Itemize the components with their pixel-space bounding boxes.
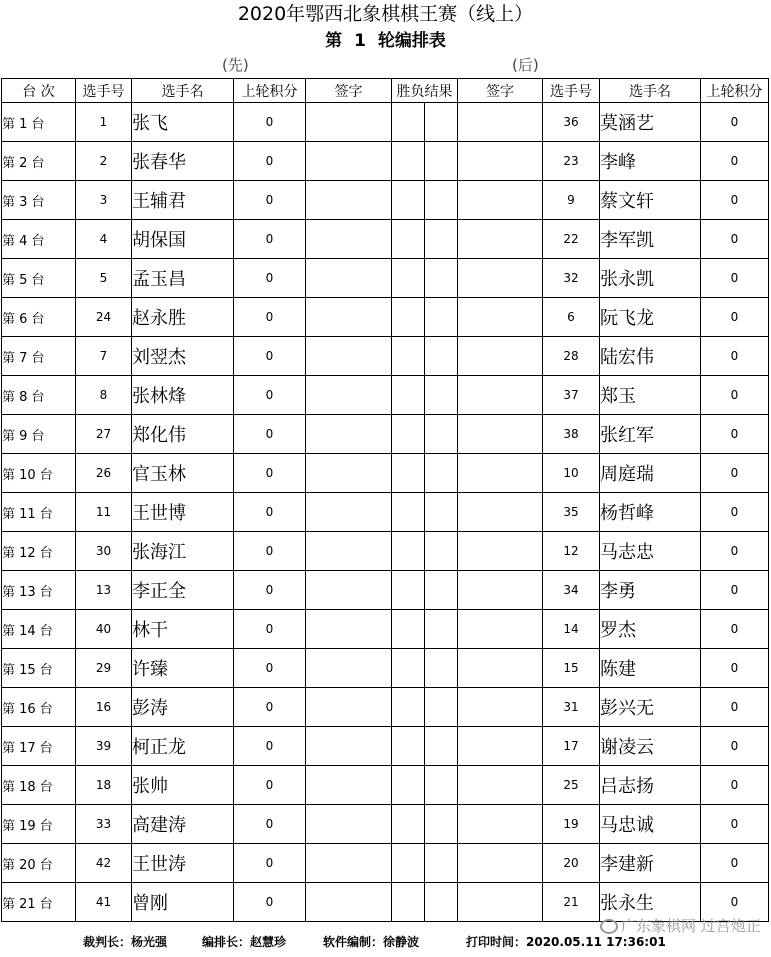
header-player-no-second: 选手号 — [543, 79, 600, 103]
second-player-name: 阮飞龙 — [600, 298, 701, 337]
second-player-no: 17 — [543, 727, 600, 766]
second-player-name: 周庭瑞 — [600, 454, 701, 493]
first-player-no: 26 — [76, 454, 132, 493]
first-signature-cell — [306, 376, 392, 415]
first-prev-score: 0 — [234, 337, 306, 376]
first-player-name: 张春华 — [132, 142, 234, 181]
table-row — [2, 415, 769, 454]
table-row — [2, 259, 769, 298]
second-signature-cell — [458, 142, 543, 181]
second-prev-score: 0 — [701, 532, 769, 571]
table-row — [2, 103, 769, 142]
first-player-no: 4 — [76, 220, 132, 259]
first-prev-score: 0 — [234, 181, 306, 220]
header-signature-second: 签字 — [458, 79, 543, 103]
first-player-name: 李正全 — [132, 571, 234, 610]
footer-referee: 裁判长：杨光强 — [83, 935, 168, 949]
first-signature-cell — [306, 844, 392, 883]
header-player-no-first: 选手号 — [76, 79, 132, 103]
first-player-no: 24 — [76, 298, 132, 337]
round-subtitle — [0, 30, 771, 52]
second-signature-cell — [458, 181, 543, 220]
second-signature-cell — [458, 220, 543, 259]
first-player-name: 王辅君 — [132, 181, 234, 220]
second-prev-score: 0 — [701, 766, 769, 805]
second-player-no: 12 — [543, 532, 600, 571]
first-player-no: 3 — [76, 181, 132, 220]
second-prev-score: 0 — [701, 688, 769, 727]
table-row — [2, 766, 769, 805]
first-player-name: 郑化伟 — [132, 415, 234, 454]
result-cell-first — [392, 532, 425, 571]
result-cell-second — [425, 103, 458, 142]
second-player-no: 20 — [543, 844, 600, 883]
table-row — [2, 181, 769, 220]
table-row — [2, 376, 769, 415]
second-player-name: 马志忠 — [600, 532, 701, 571]
first-prev-score: 0 — [234, 259, 306, 298]
result-cell-second — [425, 883, 458, 922]
result-cell-first — [392, 766, 425, 805]
second-player-name: 李建新 — [600, 844, 701, 883]
result-cell-first — [392, 610, 425, 649]
second-prev-score: 0 — [701, 649, 769, 688]
second-player-no: 6 — [543, 298, 600, 337]
result-cell-second — [425, 376, 458, 415]
header-board: 台 次 — [2, 79, 76, 103]
first-player-name: 张林烽 — [132, 376, 234, 415]
second-signature-cell — [458, 376, 543, 415]
result-cell-second — [425, 181, 458, 220]
page-title: 2020年鄂西北象棋棋王赛（线上） — [237, 3, 534, 25]
first-prev-score: 0 — [234, 220, 306, 259]
first-player-no: 7 — [76, 337, 132, 376]
board-cell: 第 3 台 — [2, 181, 76, 220]
first-player-name: 张帅 — [132, 766, 234, 805]
result-cell-second — [425, 688, 458, 727]
board-cell: 第 6 台 — [2, 298, 76, 337]
result-cell-first — [392, 883, 425, 922]
second-player-name: 杨哲峰 — [600, 493, 701, 532]
second-player-name: 马忠诚 — [600, 805, 701, 844]
second-prev-score: 0 — [701, 415, 769, 454]
second-prev-score: 0 — [701, 376, 769, 415]
first-signature-cell — [306, 805, 392, 844]
header-player-name-first: 选手名 — [132, 79, 234, 103]
board-cell: 第 21 台 — [2, 883, 76, 922]
first-prev-score: 0 — [234, 103, 306, 142]
second-signature-cell — [458, 610, 543, 649]
footer-arranger: 编排长：赵慧珍 — [202, 935, 287, 949]
second-player-no: 35 — [543, 493, 600, 532]
first-prev-score: 0 — [234, 766, 306, 805]
result-cell-first — [392, 454, 425, 493]
table-row — [2, 493, 769, 532]
second-signature-cell — [458, 766, 543, 805]
first-prev-score: 0 — [234, 493, 306, 532]
table-row — [2, 727, 769, 766]
second-player-no: 22 — [543, 220, 600, 259]
result-cell-first — [392, 298, 425, 337]
subtitle-pre: 第 — [325, 31, 343, 51]
result-cell-first — [392, 571, 425, 610]
result-cell-second — [425, 727, 458, 766]
second-player-no: 10 — [543, 454, 600, 493]
first-signature-cell — [306, 454, 392, 493]
result-cell-second — [425, 649, 458, 688]
first-signature-cell — [306, 220, 392, 259]
result-cell-first — [392, 337, 425, 376]
first-player-no: 18 — [76, 766, 132, 805]
second-prev-score: 0 — [701, 610, 769, 649]
second-player-name: 彭兴无 — [600, 688, 701, 727]
board-cell: 第 5 台 — [2, 259, 76, 298]
board-cell: 第 8 台 — [2, 376, 76, 415]
table-row — [2, 805, 769, 844]
first-player-name: 许臻 — [132, 649, 234, 688]
second-player-no: 31 — [543, 688, 600, 727]
second-prev-score: 0 — [701, 727, 769, 766]
second-signature-cell — [458, 259, 543, 298]
second-player-no: 36 — [543, 103, 600, 142]
first-signature-cell — [306, 493, 392, 532]
second-signature-cell — [458, 415, 543, 454]
second-signature-cell — [458, 805, 543, 844]
board-cell: 第 2 台 — [2, 142, 76, 181]
second-prev-score: 0 — [701, 103, 769, 142]
first-player-no: 11 — [76, 493, 132, 532]
second-player-no: 21 — [543, 883, 600, 922]
result-cell-first — [392, 376, 425, 415]
pairing-table — [1, 78, 769, 922]
first-signature-cell — [306, 181, 392, 220]
first-prev-score: 0 — [234, 142, 306, 181]
second-signature-cell — [458, 298, 543, 337]
result-cell-first — [392, 649, 425, 688]
header-result: 胜负结果 — [392, 79, 458, 103]
table-row — [2, 688, 769, 727]
first-player-name: 刘翌杰 — [132, 337, 234, 376]
second-prev-score: 0 — [701, 493, 769, 532]
second-player-name: 张红军 — [600, 415, 701, 454]
second-signature-cell — [458, 727, 543, 766]
board-cell: 第 17 台 — [2, 727, 76, 766]
second-signature-cell — [458, 337, 543, 376]
board-cell: 第 16 台 — [2, 688, 76, 727]
table-row — [2, 220, 769, 259]
header-player-name-second: 选手名 — [600, 79, 701, 103]
second-player-name: 李军凯 — [600, 220, 701, 259]
second-player-no: 14 — [543, 610, 600, 649]
footer-print-time: 打印时间：2020.05.11 17:36:01 — [466, 935, 666, 949]
header-prev-score-first: 上轮积分 — [234, 79, 306, 103]
first-player-no: 8 — [76, 376, 132, 415]
second-prev-score: 0 — [701, 220, 769, 259]
second-player-no: 37 — [543, 376, 600, 415]
first-signature-cell — [306, 610, 392, 649]
board-cell: 第 9 台 — [2, 415, 76, 454]
first-signature-cell — [306, 883, 392, 922]
result-cell-second — [425, 844, 458, 883]
second-mover-label: (后) — [512, 56, 539, 74]
first-player-name: 高建涛 — [132, 805, 234, 844]
first-prev-score: 0 — [234, 883, 306, 922]
second-player-no: 15 — [543, 649, 600, 688]
first-prev-score: 0 — [234, 532, 306, 571]
result-cell-first — [392, 493, 425, 532]
second-prev-score: 0 — [701, 844, 769, 883]
result-cell-first — [392, 844, 425, 883]
first-player-name: 曾刚 — [132, 883, 234, 922]
first-mover-label: (先) — [222, 56, 249, 74]
result-cell-second — [425, 220, 458, 259]
second-player-name: 罗杰 — [600, 610, 701, 649]
first-signature-cell — [306, 766, 392, 805]
result-cell-first — [392, 142, 425, 181]
table-row — [2, 337, 769, 376]
first-prev-score: 0 — [234, 454, 306, 493]
first-prev-score: 0 — [234, 610, 306, 649]
board-cell: 第 10 台 — [2, 454, 76, 493]
second-player-no: 9 — [543, 181, 600, 220]
board-cell: 第 14 台 — [2, 610, 76, 649]
header-prev-score-second: 上轮积分 — [701, 79, 769, 103]
result-cell-second — [425, 532, 458, 571]
second-prev-score: 0 — [701, 805, 769, 844]
second-player-name: 蔡文轩 — [600, 181, 701, 220]
first-signature-cell — [306, 298, 392, 337]
result-cell-second — [425, 454, 458, 493]
table-row — [2, 532, 769, 571]
second-signature-cell — [458, 103, 543, 142]
result-cell-first — [392, 220, 425, 259]
second-signature-cell — [458, 649, 543, 688]
table-row — [2, 649, 769, 688]
result-cell-first — [392, 805, 425, 844]
first-signature-cell — [306, 727, 392, 766]
board-cell: 第 12 台 — [2, 532, 76, 571]
second-prev-score: 0 — [701, 883, 769, 922]
first-signature-cell — [306, 103, 392, 142]
first-player-name: 王世博 — [132, 493, 234, 532]
first-player-no: 30 — [76, 532, 132, 571]
first-player-name: 孟玉昌 — [132, 259, 234, 298]
board-cell: 第 20 台 — [2, 844, 76, 883]
result-cell-second — [425, 610, 458, 649]
first-player-no: 29 — [76, 649, 132, 688]
second-player-name: 陈建 — [600, 649, 701, 688]
second-player-name: 李勇 — [600, 571, 701, 610]
second-prev-score: 0 — [701, 298, 769, 337]
result-cell-second — [425, 259, 458, 298]
board-cell: 第 19 台 — [2, 805, 76, 844]
first-player-no: 33 — [76, 805, 132, 844]
table-row — [2, 454, 769, 493]
first-player-name: 林干 — [132, 610, 234, 649]
result-cell-first — [392, 103, 425, 142]
second-player-no: 28 — [543, 337, 600, 376]
second-player-no: 23 — [543, 142, 600, 181]
table-header-row — [2, 79, 769, 103]
first-prev-score: 0 — [234, 298, 306, 337]
second-prev-score: 0 — [701, 454, 769, 493]
first-player-no: 2 — [76, 142, 132, 181]
table-row — [2, 571, 769, 610]
table-row — [2, 298, 769, 337]
result-cell-first — [392, 727, 425, 766]
second-player-no: 25 — [543, 766, 600, 805]
first-player-name: 王世涛 — [132, 844, 234, 883]
board-cell: 第 4 台 — [2, 220, 76, 259]
second-player-name: 张永凯 — [600, 259, 701, 298]
wechat-icon — [600, 919, 618, 934]
result-cell-second — [425, 415, 458, 454]
second-signature-cell — [458, 493, 543, 532]
second-prev-score: 0 — [701, 181, 769, 220]
second-player-no: 38 — [543, 415, 600, 454]
first-signature-cell — [306, 415, 392, 454]
first-player-name: 胡保国 — [132, 220, 234, 259]
board-cell: 第 18 台 — [2, 766, 76, 805]
first-signature-cell — [306, 142, 392, 181]
subtitle-post: 轮编排表 — [377, 31, 446, 51]
first-player-no: 39 — [76, 727, 132, 766]
result-cell-first — [392, 259, 425, 298]
first-player-name: 柯正龙 — [132, 727, 234, 766]
result-cell-first — [392, 688, 425, 727]
second-prev-score: 0 — [701, 142, 769, 181]
first-signature-cell — [306, 688, 392, 727]
result-cell-second — [425, 337, 458, 376]
result-cell-second — [425, 298, 458, 337]
second-player-name: 陆宏伟 — [600, 337, 701, 376]
second-player-name: 郑玉 — [600, 376, 701, 415]
second-signature-cell — [458, 688, 543, 727]
first-prev-score: 0 — [234, 571, 306, 610]
board-cell: 第 15 台 — [2, 649, 76, 688]
first-player-name: 官玉林 — [132, 454, 234, 493]
result-cell-second — [425, 805, 458, 844]
board-cell: 第 11 台 — [2, 493, 76, 532]
second-player-no: 34 — [543, 571, 600, 610]
footer — [0, 933, 771, 951]
second-player-name: 张永生 — [600, 883, 701, 922]
first-player-no: 5 — [76, 259, 132, 298]
first-player-no: 16 — [76, 688, 132, 727]
first-signature-cell — [306, 649, 392, 688]
board-cell: 第 13 台 — [2, 571, 76, 610]
second-prev-score: 0 — [701, 337, 769, 376]
result-cell-first — [392, 415, 425, 454]
first-player-no: 40 — [76, 610, 132, 649]
first-signature-cell — [306, 532, 392, 571]
first-player-no: 13 — [76, 571, 132, 610]
first-signature-cell — [306, 259, 392, 298]
first-signature-cell — [306, 571, 392, 610]
header-signature-first: 签字 — [306, 79, 392, 103]
second-prev-score: 0 — [701, 259, 769, 298]
first-player-name: 彭涛 — [132, 688, 234, 727]
second-player-name: 吕志扬 — [600, 766, 701, 805]
second-player-name: 谢凌云 — [600, 727, 701, 766]
second-signature-cell — [458, 883, 543, 922]
first-prev-score: 0 — [234, 727, 306, 766]
result-cell-second — [425, 571, 458, 610]
first-player-no: 42 — [76, 844, 132, 883]
first-player-name: 张海江 — [132, 532, 234, 571]
result-cell-second — [425, 142, 458, 181]
first-prev-score: 0 — [234, 844, 306, 883]
first-player-no: 41 — [76, 883, 132, 922]
second-player-no: 19 — [543, 805, 600, 844]
table-row — [2, 142, 769, 181]
table-row — [2, 844, 769, 883]
first-prev-score: 0 — [234, 649, 306, 688]
second-player-name: 莫涵艺 — [600, 103, 701, 142]
first-player-no: 27 — [76, 415, 132, 454]
first-prev-score: 0 — [234, 805, 306, 844]
footer-software: 软件编制：徐静波 — [323, 935, 420, 949]
second-signature-cell — [458, 454, 543, 493]
result-cell-first — [392, 181, 425, 220]
first-prev-score: 0 — [234, 688, 306, 727]
second-signature-cell — [458, 844, 543, 883]
first-prev-score: 0 — [234, 415, 306, 454]
first-player-name: 赵永胜 — [132, 298, 234, 337]
first-prev-score: 0 — [234, 376, 306, 415]
second-player-name: 李峰 — [600, 142, 701, 181]
first-player-name: 张飞 — [132, 103, 234, 142]
first-signature-cell — [306, 337, 392, 376]
round-number: 1 — [354, 31, 366, 51]
second-signature-cell — [458, 532, 543, 571]
result-cell-second — [425, 493, 458, 532]
second-prev-score: 0 — [701, 571, 769, 610]
second-player-no: 32 — [543, 259, 600, 298]
first-player-no: 1 — [76, 103, 132, 142]
result-cell-second — [425, 766, 458, 805]
watermark-text: 广东象棋网 过宫炮正 — [621, 917, 761, 935]
table-row — [2, 610, 769, 649]
second-signature-cell — [458, 571, 543, 610]
board-cell: 第 1 台 — [2, 103, 76, 142]
board-cell: 第 7 台 — [2, 337, 76, 376]
